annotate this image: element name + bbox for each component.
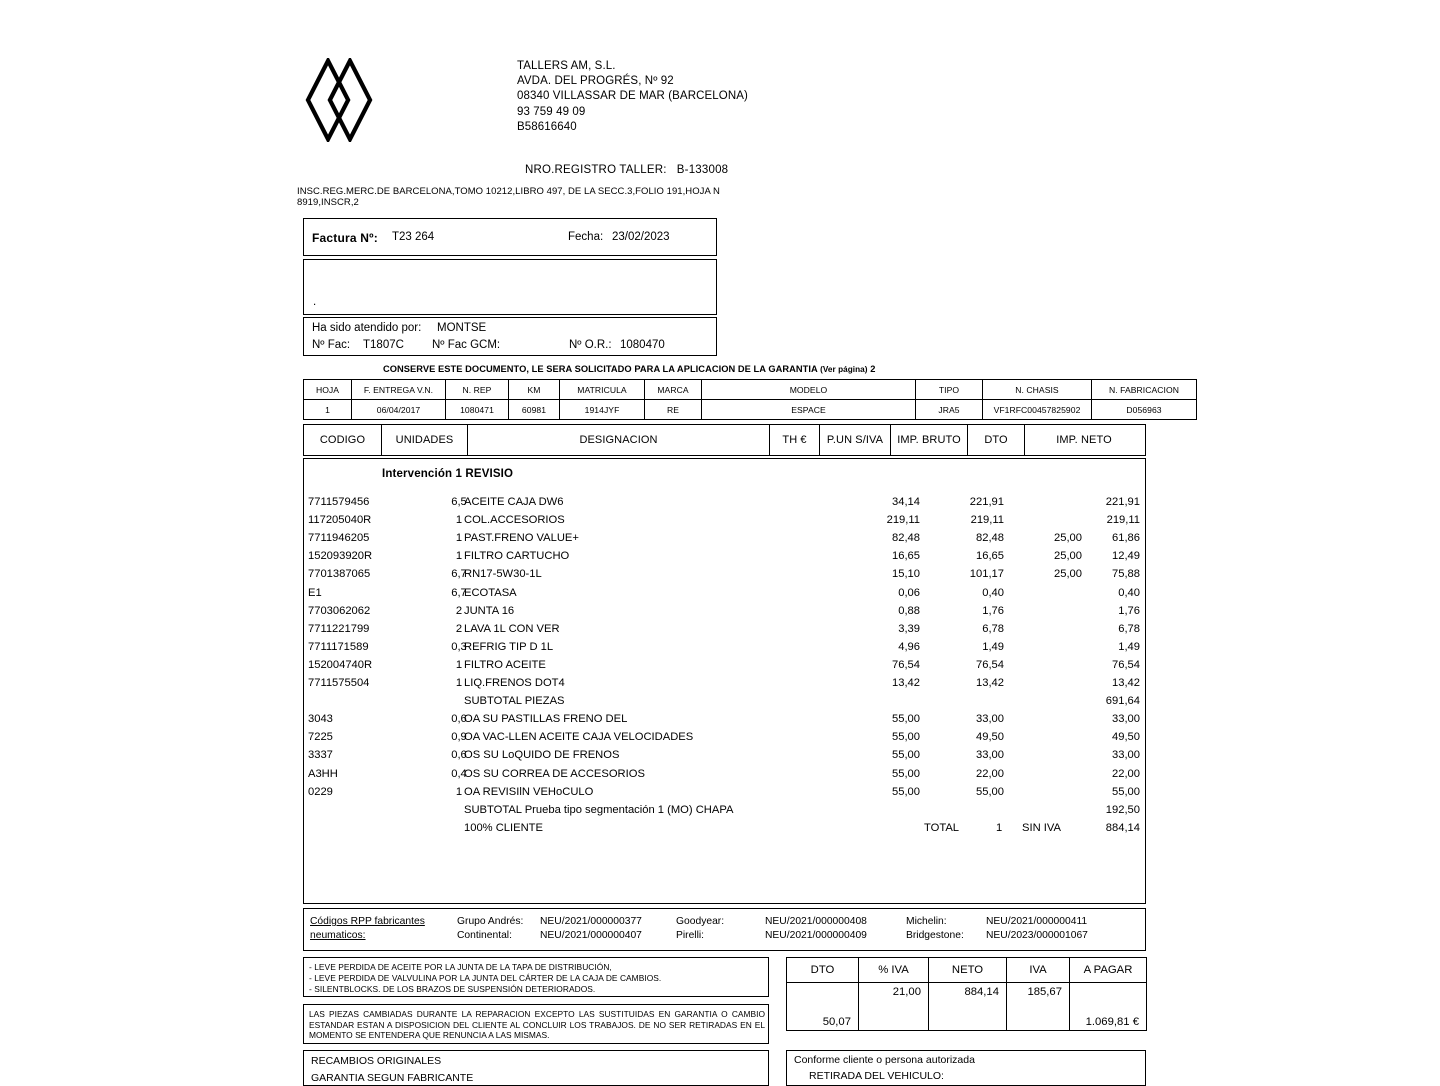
item-importe-bruto: 1,49	[982, 640, 1004, 653]
item-designacion: OA SU PASTILLAS FRENO DEL	[464, 713, 628, 726]
total-count: 1	[996, 821, 1003, 834]
item-importe-neto: 55,00	[1112, 785, 1140, 798]
item-row	[304, 532, 1145, 550]
item-precio-unitario: 34,14	[892, 496, 920, 508]
rpp-col3-brands	[906, 915, 964, 943]
item-importe-neto: 22,00	[1112, 767, 1140, 780]
fecha-label: Fecha:	[568, 231, 604, 243]
vehicle-info-table	[303, 379, 1197, 420]
item-importe-neto: 76,54	[1112, 658, 1140, 671]
items-header-neto: IMP. NETO	[1056, 434, 1112, 446]
vehicle-marca: RE	[645, 400, 702, 420]
rpp-code-michelin: NEU/2021/000000411	[986, 916, 1088, 927]
intervencion-title: Intervención 1 REVISIO	[382, 468, 514, 480]
item-unidades: 1	[455, 677, 463, 689]
item-row	[304, 749, 1145, 767]
vehicle-header-marca: MARCA	[645, 380, 702, 400]
rpp-col2-codes	[765, 915, 867, 943]
observations-text	[309, 962, 661, 995]
company-address: AVDA. DEL PROGRÉS, Nº 92	[517, 75, 674, 88]
vehicle-header-chasis: N. CHASIS	[983, 380, 1092, 400]
rpp-brand-goodyear: Goodyear:	[676, 916, 725, 927]
item-designacion: LAVA 1L CON VER	[464, 622, 560, 635]
item-designacion: ECOTASA	[464, 586, 517, 599]
vehicle-modelo: ESPACE	[702, 400, 916, 420]
conforme-line2: RETIRADA DEL VEHICULO:	[809, 1070, 944, 1082]
item-designacion: RN17-5W30-1L	[464, 568, 542, 581]
item-descuento: 25,00	[1054, 532, 1082, 545]
item-unidades: 0,6	[451, 713, 467, 726]
rpp-code-pirelli: NEU/2021/000000409	[765, 930, 867, 941]
rpp-brand-bridgestone: Bridgestone:	[906, 930, 964, 941]
item-codigo: 7711946205	[308, 532, 370, 545]
conforme-line1: Conforme cliente o persona autorizada	[794, 1054, 975, 1066]
item-codigo: 0229	[308, 785, 333, 798]
totals-header-iva: IVA	[1007, 958, 1070, 983]
item-importe-bruto: 55,00	[976, 785, 1004, 798]
vehicle-header-modelo: MODELO	[702, 380, 916, 400]
rpp-brand-continental: Continental:	[457, 930, 512, 941]
rpp-title-line1: Códigos RPP fabricantes	[310, 916, 425, 927]
item-designacion: ACEITE CAJA DW6	[464, 496, 564, 508]
observation-item: - LEVE PERDIDA DE VALVULINA POR LA JUNTA DEL CÁRTER DE LA CAJA DE CAMBIOS.	[309, 973, 662, 984]
item-importe-neto: 0,40	[1118, 586, 1140, 599]
item-codigo: 7711171589	[308, 640, 369, 653]
totals-header-dto: DTO	[787, 958, 859, 983]
item-designacion: SUBTOTAL Prueba tipo segmentación 1 (MO) CHAPA	[464, 803, 734, 816]
vehicle-header-fentrega: F. ENTREGA V.N.	[352, 380, 446, 400]
item-descuento: 25,00	[1054, 550, 1082, 563]
item-codigo: 3043	[308, 713, 333, 726]
vehicle-hoja: 1	[304, 400, 352, 420]
totals-a-pagar: 1.069,81 €	[1070, 983, 1147, 1031]
recambios-line2: GARANTIA SEGUN FABRICANTE	[311, 1072, 474, 1084]
item-row	[304, 587, 1145, 605]
item-unidades: 0,6	[451, 749, 467, 762]
item-row	[304, 695, 1145, 713]
item-designacion: FILTRO CARTUCHO	[464, 550, 570, 563]
factura-number: T23 264	[392, 231, 435, 243]
item-importe-neto: 75,88	[1112, 568, 1140, 581]
item-unidades: 0,4	[451, 767, 467, 780]
item-importe-neto: 192,50	[1105, 803, 1140, 816]
conserve-notice	[383, 364, 875, 374]
vehicle-header-nrep: N. REP	[446, 380, 509, 400]
item-codigo: 7703062062	[308, 604, 371, 617]
item-unidades: 6,7	[451, 586, 467, 599]
rpp-title-line2: neumaticos:	[310, 930, 366, 941]
vehicle-header-tipo: TIPO	[916, 380, 983, 400]
item-designacion: FILTRO ACEITE	[464, 658, 546, 671]
vehicle-data-row	[304, 400, 1197, 420]
item-importe-bruto: 1,76	[982, 604, 1004, 617]
item-unidades: 1	[455, 785, 463, 798]
items-table-header	[303, 424, 1146, 456]
item-row	[304, 550, 1145, 568]
fecha-value: 23/02/2023	[612, 231, 670, 243]
client-placeholder: .	[313, 296, 317, 308]
item-designacion: OS SU CORREA DE ACCESORIOS	[464, 767, 645, 780]
item-importe-neto: 219,11	[1106, 514, 1140, 527]
item-importe-neto: 221,91	[1105, 496, 1140, 508]
rpp-code-bridgestone: NEU/2023/000001067	[986, 930, 1088, 941]
item-precio-unitario: 55,00	[892, 731, 920, 744]
company-phone: 93 759 49 09	[517, 105, 586, 118]
totals-iva-pct: 21,00	[859, 983, 929, 1031]
totals-neto: 884,14	[929, 983, 1007, 1031]
item-unidades: 0,3	[451, 640, 467, 653]
item-importe-bruto: 33,00	[976, 713, 1004, 726]
item-precio-unitario: 55,00	[892, 767, 920, 780]
registro-mercantil-text: INSC.REG.MERC.DE BARCELONA,TOMO 10212,LIBRO 497, DE LA SECC.3,FOLIO 191,HOJA N 8919,INSCR,2	[297, 186, 720, 208]
client-box	[303, 259, 717, 315]
items-header-pun: P.UN S/IVA	[820, 425, 891, 455]
item-precio-unitario: 55,00	[892, 749, 920, 762]
item-unidades: 1	[455, 514, 463, 527]
totals-header-apagar: A PAGAR	[1070, 958, 1147, 983]
item-importe-neto: 691,64	[1105, 695, 1140, 708]
legal-notice-text: LAS PIEZAS CAMBIADAS DURANTE LA REPARACION EXCEPTO LAS SUSTITUIDAS EN GARANTIA O CAMBIO ESTANDAR ESTAN A DISPOSICION DEL CLIENTE AL CONCLUIR LOS TRABAJOS. DE NO SER RETIRADAS EN EL MOMENTO SE ENTENDERA QUE RENUNCIA A LAS MISMAS.	[309, 1009, 765, 1041]
totals-iva: 185,67	[1007, 983, 1070, 1031]
rpp-col1-brands	[457, 915, 523, 943]
items-header-unidades: UNIDADES	[382, 425, 468, 455]
item-codigo: 7701387065	[308, 568, 371, 581]
item-importe-neto: 13,42	[1112, 677, 1140, 689]
item-importe-bruto: 33,00	[976, 749, 1004, 762]
nor-value: 1080470	[620, 339, 665, 351]
recambios-line1: RECAMBIOS ORIGINALES	[311, 1055, 442, 1067]
item-row	[304, 804, 1145, 822]
item-row	[304, 568, 1145, 586]
item-unidades: 1	[455, 532, 463, 545]
item-codigo: 7225	[308, 731, 333, 744]
rpp-code-grupo-andres: NEU/2021/000000377	[540, 916, 642, 927]
item-precio-unitario: 219,11	[886, 514, 920, 527]
item-unidades: 6,5	[451, 496, 467, 508]
registro-value: B-133008	[676, 164, 729, 176]
item-precio-unitario: 3,39	[898, 622, 920, 635]
item-precio-unitario: 82,48	[892, 532, 920, 545]
totals-value-row	[787, 983, 1147, 1031]
items-footer-row	[304, 822, 1145, 840]
item-designacion: JUNTA 16	[464, 604, 515, 617]
atendido-label: Ha sido atendido por:	[312, 322, 422, 334]
item-importe-bruto: 6,78	[982, 622, 1004, 635]
item-precio-unitario: 76,54	[892, 658, 920, 671]
conserve-main: CONSERVE ESTE DOCUMENTO, LE SERA SOLICITADO PARA LA APLICACION DE LA GARANTIA	[383, 364, 818, 374]
vehicle-chasis: VF1RFC00457825902	[983, 400, 1092, 420]
item-row	[304, 605, 1145, 623]
rpp-brand-grupo-andres: Grupo Andrés:	[457, 916, 524, 927]
item-precio-unitario: 55,00	[892, 713, 920, 726]
item-row	[304, 768, 1145, 786]
observation-item: - LEVE PERDIDA DE ACEITE POR LA JUNTA DE LA TAPA DE DISTRIBUCIÓN,	[309, 962, 612, 972]
vehicle-header-fabricacion: N. FABRICACION	[1092, 380, 1197, 400]
item-row	[304, 786, 1145, 804]
item-importe-bruto: 16,65	[976, 550, 1004, 563]
item-codigo: E1	[308, 586, 322, 599]
rpp-code-continental: NEU/2021/000000407	[540, 930, 642, 941]
item-row	[304, 731, 1145, 749]
vehicle-header-row	[304, 380, 1197, 400]
item-row	[304, 641, 1145, 659]
item-precio-unitario: 4,96	[898, 640, 920, 653]
vehicle-km: 60981	[509, 400, 560, 420]
nfac-gcm-label: Nº Fac GCM:	[432, 339, 501, 351]
renault-logo-icon	[301, 58, 377, 142]
company-cif: B58616640	[517, 120, 577, 133]
item-codigo: 3337	[308, 749, 333, 762]
nor-label: Nº O.R.:	[569, 339, 612, 351]
item-importe-bruto: 22,00	[976, 767, 1004, 780]
item-unidades: 2	[455, 622, 463, 635]
item-importe-bruto: 49,50	[976, 731, 1004, 744]
item-designacion: PAST.FRENO VALUE+	[464, 532, 579, 545]
item-precio-unitario: 16,65	[892, 550, 920, 563]
item-row	[304, 496, 1145, 514]
item-precio-unitario: 0,06	[898, 586, 920, 599]
vehicle-nrep: 1080471	[446, 400, 509, 420]
item-row	[304, 713, 1145, 731]
item-importe-neto: 1,76	[1118, 604, 1140, 617]
item-precio-unitario: 0,88	[898, 604, 920, 617]
item-designacion: OA REVISIlN VEHoCULO	[464, 785, 594, 798]
rpp-brand-pirelli: Pirelli:	[676, 930, 705, 941]
item-unidades: 1	[455, 550, 463, 563]
rpp-col3-codes	[986, 915, 1088, 943]
registro-label: NRO.REGISTRO TALLER:	[525, 164, 667, 176]
vehicle-fabricacion: D056963	[1092, 400, 1197, 420]
total-label: TOTAL	[924, 821, 960, 834]
nfac-value: T1807C	[363, 339, 404, 351]
item-designacion: REFRIG TIP D 1L	[464, 640, 554, 653]
atendido-value: MONTSE	[437, 322, 487, 334]
item-importe-neto: 1,49	[1118, 640, 1140, 653]
item-codigo: 7711575504	[308, 677, 370, 689]
vehicle-header-km: KM	[509, 380, 560, 400]
items-header-codigo: CODIGO	[304, 425, 382, 455]
rpp-col1-codes	[540, 915, 642, 943]
item-descuento: 25,00	[1054, 568, 1082, 581]
item-precio-unitario: 15,10	[892, 568, 920, 581]
item-importe-bruto: 219,11	[970, 514, 1004, 527]
vehicle-header-matricula: MATRICULA	[560, 380, 645, 400]
item-designacion: OS SU LoQUIDO DE FRENOS	[464, 749, 620, 762]
item-importe-bruto: 221,91	[969, 496, 1004, 508]
item-codigo: 152093920R	[308, 550, 373, 563]
item-codigo: 117205040R	[308, 514, 372, 527]
rpp-col2-brands	[676, 915, 724, 943]
item-designacion: SUBTOTAL PIEZAS	[464, 695, 565, 708]
item-designacion: OA VAC-LLEN ACEITE CAJA VELOCIDADES	[464, 731, 694, 744]
item-row	[304, 659, 1145, 677]
item-unidades: 1	[455, 658, 463, 671]
item-importe-bruto: 101,17	[969, 568, 1004, 581]
item-row	[304, 514, 1145, 532]
item-precio-unitario: 55,00	[892, 785, 920, 798]
cliente-percent-label: 100% CLIENTE	[464, 821, 543, 834]
item-importe-bruto: 13,42	[976, 677, 1004, 689]
totals-header-row	[787, 958, 1147, 983]
items-header-bruto: IMP. BRUTO	[891, 425, 968, 455]
observation-item: - SILENTBLOCKS. DE LOS BRAZOS DE SUSPENSIÓN DETERIORADOS.	[309, 984, 596, 995]
conserve-page: 2	[870, 364, 876, 374]
item-codigo: 7711221799	[308, 622, 370, 635]
item-importe-neto: 33,00	[1112, 713, 1140, 726]
item-designacion: COL.ACCESORIOS	[464, 514, 565, 527]
item-importe-neto: 61,86	[1112, 532, 1140, 545]
company-city: 08340 VILLASSAR DE MAR (BARCELONA)	[517, 90, 748, 103]
item-codigo: 7711579456	[308, 496, 370, 508]
item-row	[304, 623, 1145, 641]
item-designacion: LIQ.FRENOS DOT4	[464, 677, 565, 689]
item-unidades: 2	[455, 604, 463, 617]
total-value: 884,14	[1105, 821, 1140, 834]
vehicle-tipo: JRA5	[916, 400, 983, 420]
totals-table	[786, 957, 1147, 1031]
conserve-small: (Ver página)	[820, 365, 868, 374]
rpp-code-goodyear: NEU/2021/000000408	[765, 916, 867, 927]
items-header-designacion: DESIGNACION	[468, 425, 770, 455]
item-row	[304, 677, 1145, 695]
item-precio-unitario: 13,42	[892, 677, 920, 689]
rpp-brand-michelin: Michelin:	[906, 916, 947, 927]
item-unidades: 6,7	[451, 568, 467, 581]
totals-header-neto: NETO	[929, 958, 1007, 983]
items-header-th: TH €	[770, 425, 820, 455]
item-importe-bruto: 0,40	[982, 586, 1004, 599]
vehicle-fentrega: 06/04/2017	[352, 400, 446, 420]
items-header-dto: DTO	[968, 425, 1025, 455]
item-unidades: 0,9	[451, 731, 467, 744]
vehicle-header-hoja: HOJA	[304, 380, 352, 400]
company-block	[517, 59, 748, 135]
nfac-label: Nº Fac:	[312, 339, 351, 351]
item-importe-bruto: 76,54	[976, 658, 1004, 671]
item-codigo: A3HH	[308, 767, 338, 780]
registro-taller	[525, 164, 728, 176]
item-importe-neto: 33,00	[1112, 749, 1140, 762]
item-codigo: 152004740R	[308, 658, 373, 671]
rpp-title	[310, 915, 458, 943]
sin-iva-label: SIN IVA	[1022, 821, 1061, 834]
item-importe-neto: 6,78	[1118, 622, 1140, 635]
item-importe-neto: 49,50	[1112, 731, 1140, 744]
company-name: TALLERS AM, S.L.	[517, 60, 616, 72]
totals-dto: 50,07	[787, 983, 859, 1031]
totals-header-ivapct: % IVA	[859, 958, 929, 983]
factura-label: Factura Nº:	[312, 231, 378, 245]
item-importe-bruto: 82,48	[976, 532, 1004, 545]
vehicle-matricula: 1914JYF	[560, 400, 645, 420]
item-importe-neto: 12,49	[1112, 550, 1140, 563]
